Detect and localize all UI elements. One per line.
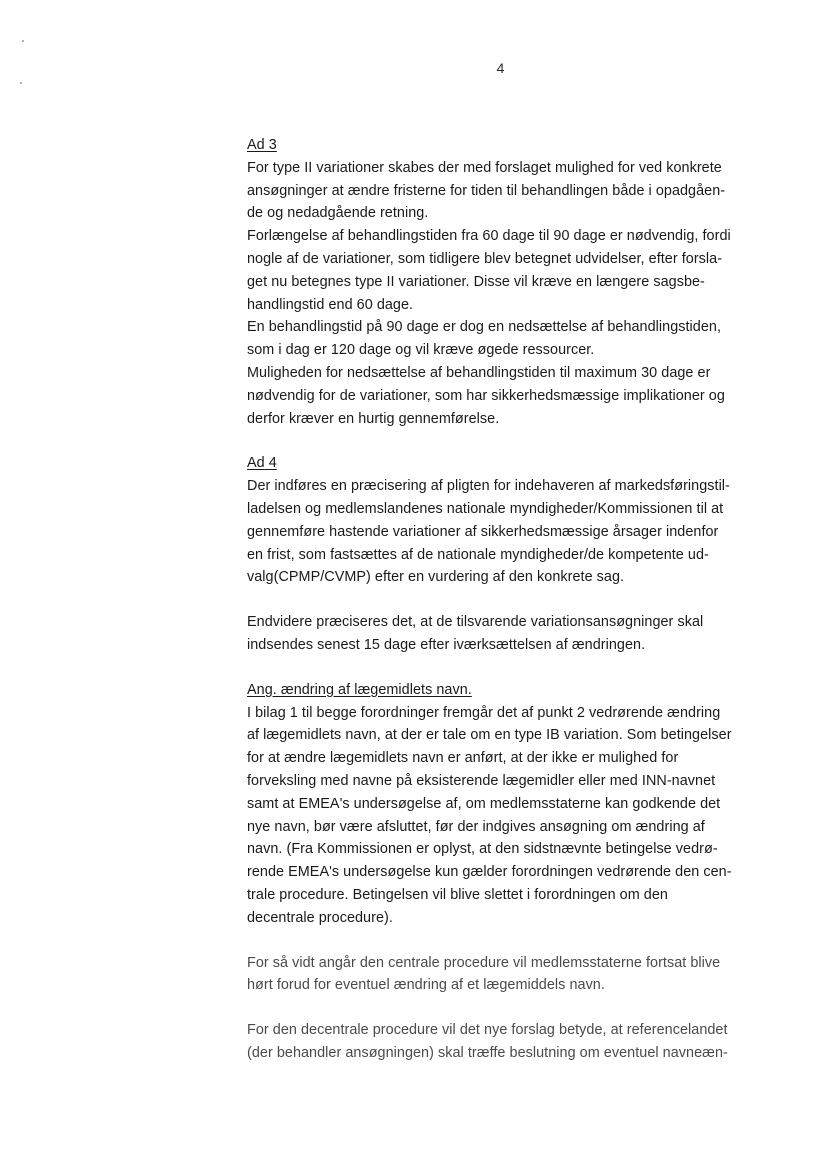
section-heading: Ad 3 [247,137,277,153]
document-body [247,134,767,1087]
text-line: decentrale procedure). [247,909,393,926]
section-heading: Ad 4 [247,455,277,472]
text-line: de og nedadgående retning. [247,205,429,222]
paragraph [247,1019,767,1065]
page-number: 4 [496,60,505,76]
paragraph [247,475,767,589]
text-line: (der behandler ansøgningen) skal træffe beslutning om eventuel navneæn- [247,1044,728,1061]
text-line: nogle af de variationer, som tidligere blev betegnet udvidelser, efter forsla- [247,250,723,267]
section-central-procedure [247,952,767,998]
text-line: get nu betegnes type II variationer. Disse vil kræve en længere sagsbe- [247,273,705,290]
paragraph [247,702,767,930]
text-line: valg(CPMP/CVMP) efter en vurdering af den konkrete sag. [247,569,625,586]
text-line: Der indføres en præcisering af pligten for indehaveren af markedsføringstil- [247,478,730,495]
text-line: gennemføre hastende variationer af sikkerhedsmæssige årsager indenfor [247,523,719,540]
text-line: ansøgninger at ændre fristerne for tiden til behandlingen både i opadgåen- [247,182,726,199]
paragraph [247,157,767,431]
text-line: nødvendig for de variationer, som har sikkerhedsmæssige implikationer og [247,387,725,404]
text-line: forveksling med navne på eksisterende lægemidler eller med INN-navnet [247,772,716,789]
text-line: derfor kræver en hurtig gennemførelse. [247,410,500,427]
text-line: som i dag er 120 dage og vil kræve øgede ressourcer. [247,342,595,359]
text-line: for at ændre lægemidlets navn er anført, at der ikke er mulighed for [247,750,679,767]
text-line: En behandlingstid på 90 dage er dog en nedsættelse af behandlingstiden, [247,319,722,336]
text-line: af lægemidlets navn, at der er tale om en type IB variation. Som betingelser [247,727,732,744]
text-line: rende EMEA's undersøgelse kun gælder forordningen vedrørende den cen- [247,864,732,881]
section-heading: Ang. ændring af lægemidlets navn. [247,681,472,698]
text-line: Endvidere præciseres det, at de tilsvarende variationsansøgninger skal [247,614,704,631]
scan-speck [20,82,22,84]
text-line: hørt forud for eventuel ændring af et lægemiddels navn. [247,977,605,994]
text-line: Forlængelse af behandlingstiden fra 60 dage til 90 dage er nødvendig, fordi [247,228,731,245]
text-line: For så vidt angår den centrale procedure vil medlemsstaterne fortsat blive [247,954,721,971]
text-line: handlingstid end 60 dage. [247,296,414,313]
text-line: samt at EMEA's undersøgelse af, om medlemsstaterne kan godkende det [247,795,721,812]
text-line: I bilag 1 til begge forordninger fremgår det af punkt 2 vedrørende ændring [247,704,721,721]
text-line: trale procedure. Betingelsen vil blive slettet i forordningen om den [247,886,668,903]
text-line: indsendes senest 15 dage efter iværksættelsen af ændringen. [247,636,646,653]
text-line: nye navn, bør være afsluttet, før der indgives ansøgning om ændring af [247,818,705,835]
text-line: For den decentrale procedure vil det nye forslag betyde, at referencelandet [247,1022,728,1039]
section-ad-4 [247,452,767,589]
text-line: ladelsen og medlemslandenes nationale myndigheder/Kommissionen til at [247,500,724,517]
section-endvidere [247,611,767,657]
scan-speck [22,40,24,42]
section-name-change [247,679,767,930]
text-line: navn. (Fra Kommissionen er oplyst, at den sidstnævnte betingelse vedrø- [247,841,718,858]
section-decentral-procedure [247,1019,767,1065]
paragraph [247,952,767,998]
text-line: Muligheden for nedsættelse af behandlingstiden til maximum 30 dage er [247,364,711,381]
text-line: en frist, som fastsættes af de nationale myndigheder/de kompetente ud- [247,546,709,563]
section-ad-3 [247,134,767,430]
paragraph [247,611,767,657]
text-line: For type II variationer skabes der med forslaget mulighed for ved konkrete [247,159,722,176]
